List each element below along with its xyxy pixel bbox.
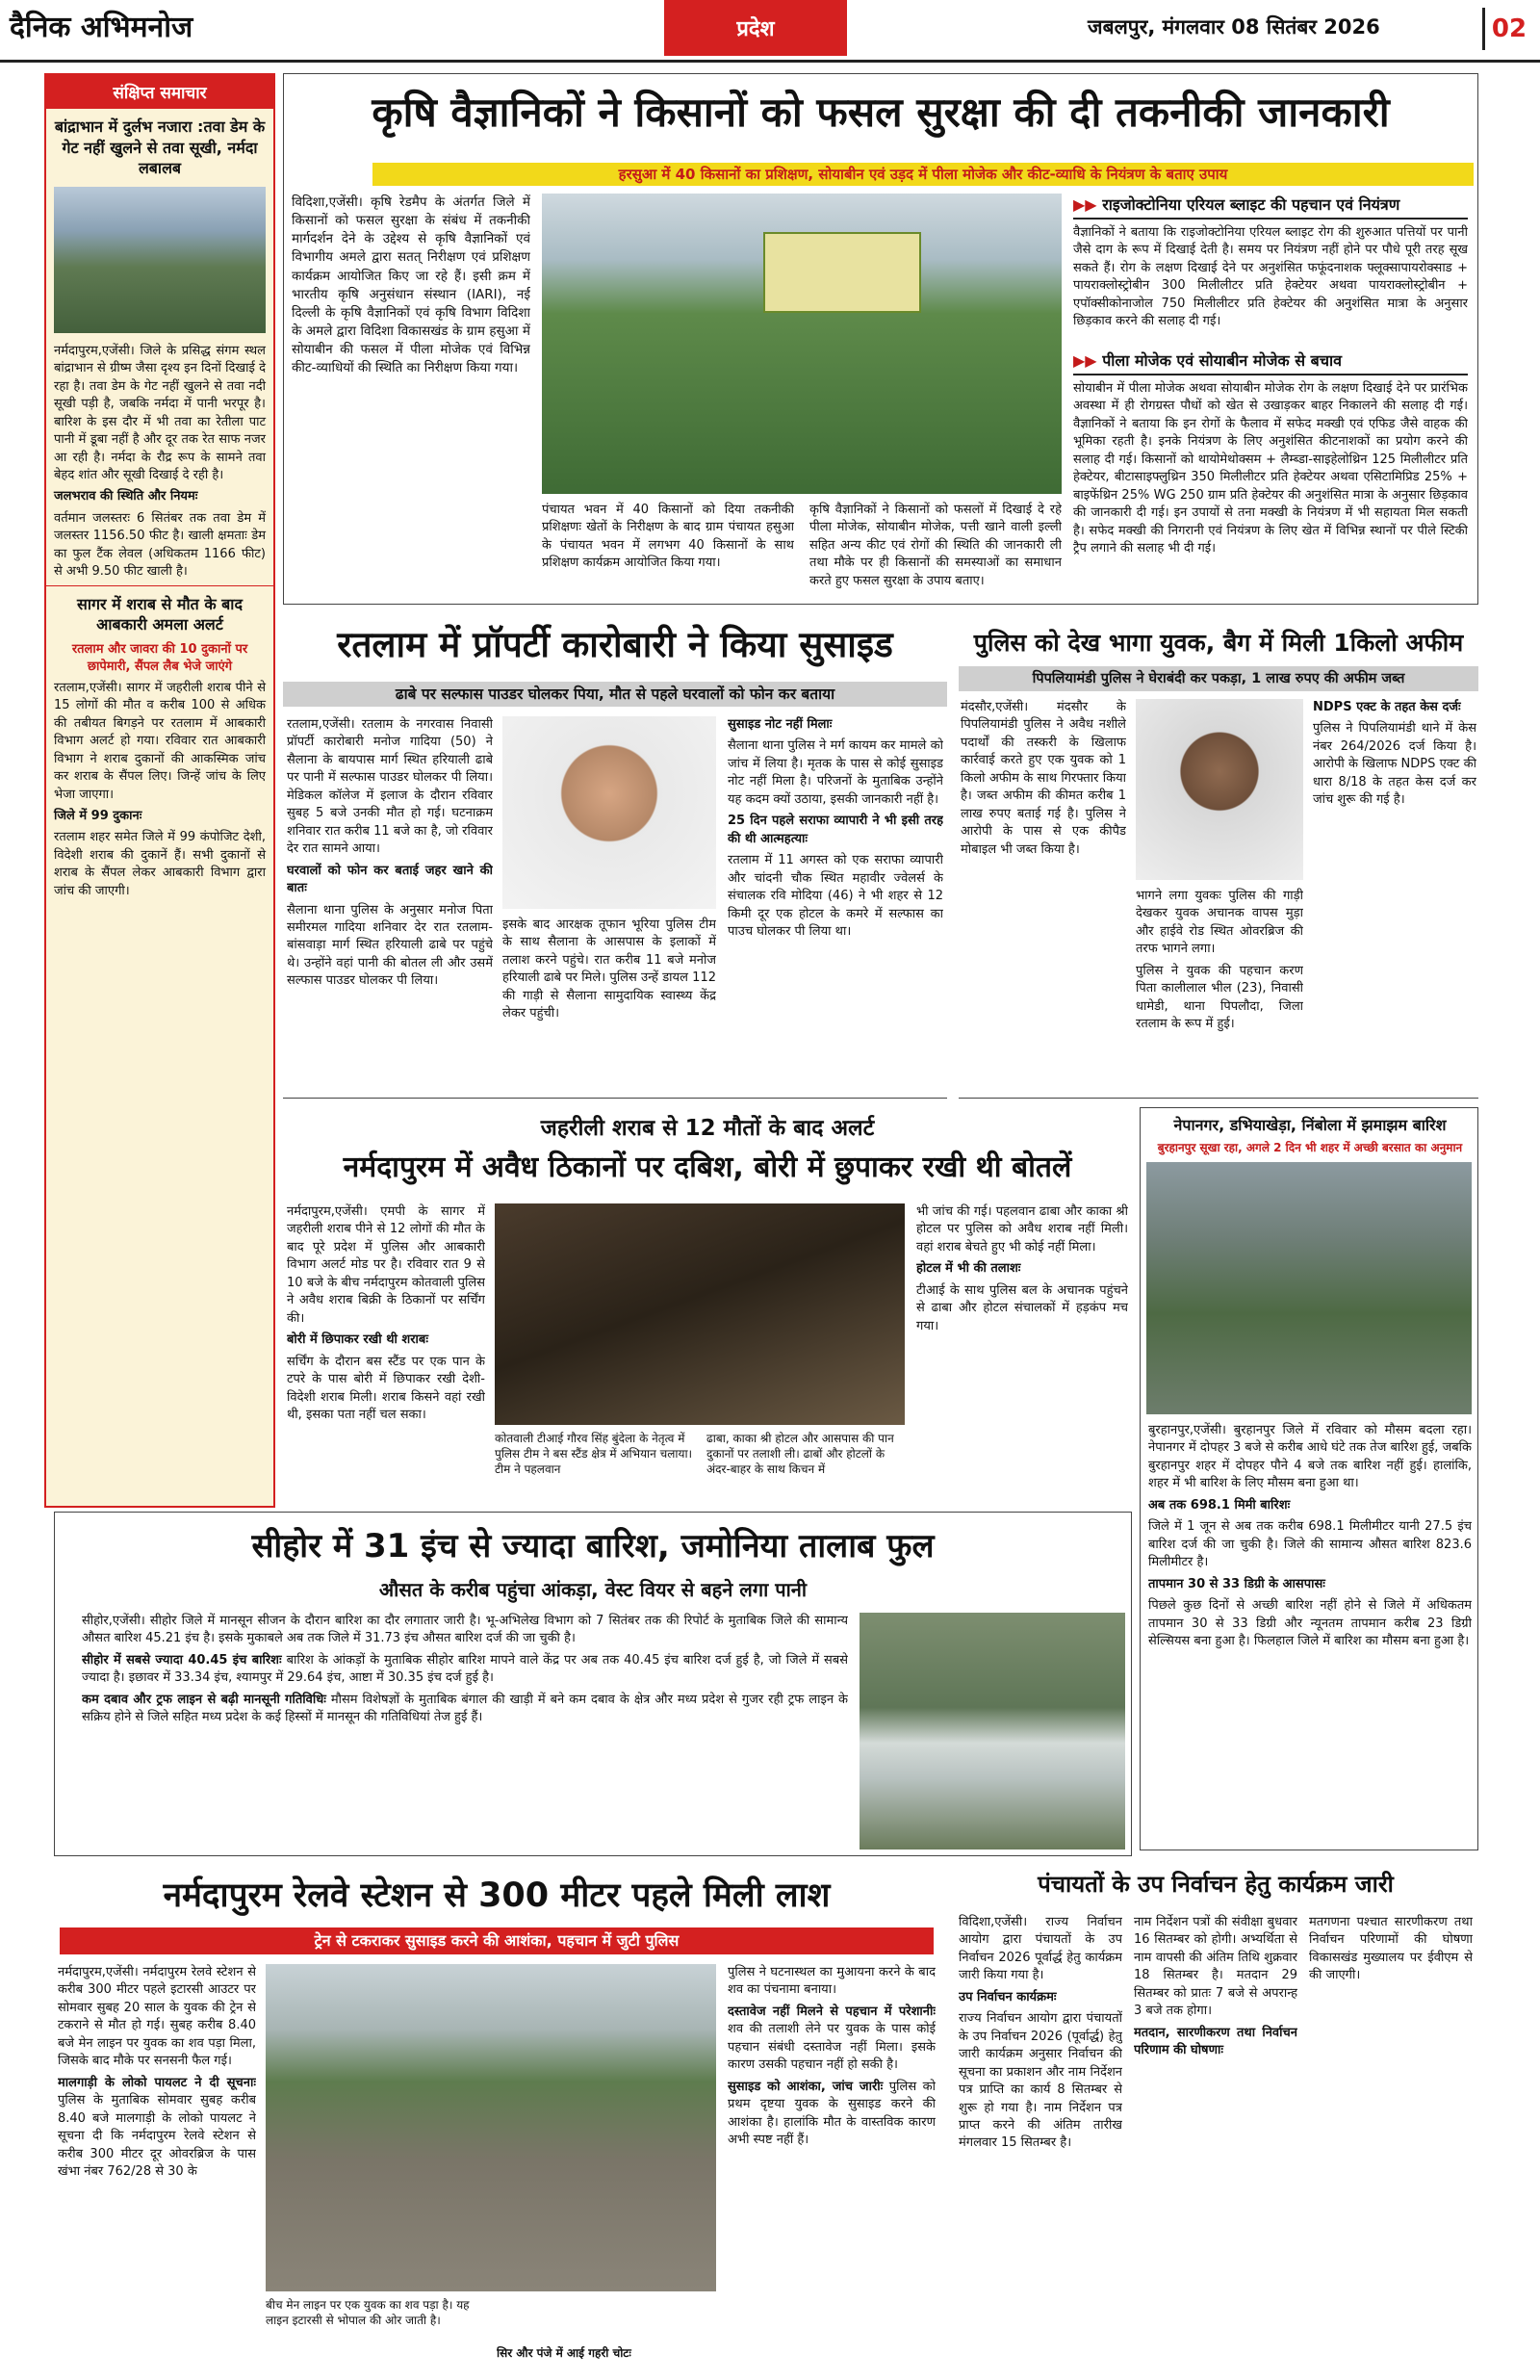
opium-sub: NDPS एक्ट के तहत केस दर्जः [1313,700,1461,714]
railway-body-3: पुलिस ने घटनास्थल का मुआयना करने के बाद शव का पंचनामा बनाया। [728,1965,936,1998]
panchayat-body-2: राज्य निर्वाचन आयोग द्वारा पंचायतों के उप निर्वाचन 2026 (पूर्वार्द्ध) हेतु जारी कार्यक्रम अनुसार निर्वाचन की सूचना का प्रकाशन और नाम निर्देशन पत्र प्राप्ति का कार्य 8 सितम्बर से शुरू हो गया है। नाम निर्देशन पत्र प्राप्त करने की अंतिम तारीख मंगलवार 15 सितम्बर है। [959,2011,1122,2151]
brief-headline-2: सागर में शराब से मौत के बाद आबकारी अमला अलर्ट [46,585,273,637]
lead-story [283,73,1478,605]
ratlam-portrait [502,716,716,909]
raid-sub-1: बोरी में छिपाकर रखी थी शराबः [287,1332,428,1348]
rain-body-3: पिछले कुछ दिनों से अच्छी बारिश नहीं होने से जिले में अधिकतम तापमान 30 से 33 डिग्री और न्यूनतम तापमान करीब 23 डिग्री सेल्सियस बना हुआ है। फिलहाल जिले में बारिश का मौसम बना हुआ है। [1148,1598,1472,1648]
brief-column [44,73,275,1508]
lead-body-1: विदिशा,एजेंसी। कृषि रेडमैप के अंतर्गत जिले में किसानों को फसल सुरक्षा के संबंध में तकनीकी मार्गदर्शन देने के उद्देश्य से कृषि वैज्ञानिकों एवं विभागीय अमले द्वारा सतत् निरीक्षण एवं प्रशिक्षण कार्यक्रम आयोजित किए जा रहे हैं। इसी क्रम में भारतीय कृषि अनुसंधान संस्थान (IARI), नई दिल्ली के कृषि वैज्ञानिकों एवं कृषि विभाग विदिशा के अमले द्वारा विदिशा विकासखंड के ग्राम हसुआ में सोयाबीन की फसल में पीला मोजेक एवं विभिन्न कीट-व्याधियों की स्थिति का निरीक्षण किया गया। [292,194,530,376]
sehore-body-2: बारिश के आंकड़ों के मुताबिक सीहोर बारिश मापने वाले केंद्र पर अब तक 40.45 इंच बारिश दर्ज हुई है, जो जिले में सबसे ज्यादा है। इछावर में 33.34 इंच, श्यामपुर में 29.64 इंच, आष्टा में 30.35 इंच दर्ज हुई है। [82,1652,848,1686]
brief-body-1: नर्मदापुरम,एजेंसी। जिले के प्रसिद्ध संगम स्थल बांद्राभान से ग्रीष्म जैसा दृश्य इन दिनों दिखाई दे रहा है। तवा डेम के गेट नहीं खुलने से तवा नदी सूखी पड़ी है, जबकि नर्मदा में पानी भरपूर है। बारिश के इस दौर में भी तवा का रेतीला पाट पानी में डूबा नहीं है और दूर तक रेत साफ नजर आ रही है। नर्मदा के रौद्र रूप के सामने तवा बेहद शांत और सूखी दिखाई दे रही है। [54,343,266,482]
brief-headline-1: बांद्राभान में दुर्लभ नजारा :तवा डेम के गेट नहीं खुलने से तवा सूखी, नर्मदा लबालब [54,117,266,178]
rain-body-2: जिले में 1 जून से अब तक करीब 698.1 मिलीमीटर यानी 27.5 इंच बारिश दर्ज की जा चुकी है। जिले की सामान्य औसत बारिश 823.6 मिलीमीटर है। [1148,1519,1472,1570]
brief-body-1b: वर्तमान जलस्तरः 6 सितंबर तक तवा डेम में जलस्तर 1156.50 फीट है। खाली क्षमताः डेम का फुल टैंक लेवल (अधिकतम 1166 फीट) से अभी 9.50 फीट खाली है। [54,510,266,580]
raid-caption-right: ढाबा, काका श्री होटल और आसपास की पान दुकानों पर तलाशी ली। ढाबों और होटलों के अंदर-बाहर के साथ किचन में [706,1432,894,1477]
sehore-sub-2: कम दबाव और ट्रफ लाइन से बढ़ी मानसूनी गतिविधिः [82,1692,326,1707]
raid-body-1: नर्मदापुरम,एजेंसी। एमपी के सागर में जहरीली शराब पीने से 12 लोगों की मौत के बाद पूरे प्रदेश में पुलिस और आबकारी विभाग अलर्ट मोड पर है। रविवार रात 9 से 10 बजे के बीच नर्मदापुरम कोतवाली पुलिस ने अवैध शराब बिक्री के ठिकानों पर सर्चिंग की। [287,1204,485,1326]
brief-body-2: रतलाम,एजेंसी। सागर में जहरीली शराब पीने से 15 लोगों की मौत व करीब 100 से अधिक की तबीयत बिगड़ने पर रतलाम में आबकारी विभाग अलर्ट हो गया। रविवार रात आबकारी विभाग ने शराब दुकानों की आकस्मिक जांच कर शराब के सैंपल लिए। जिन्हें जांच के लिए भेजा जाएगा। [54,680,266,802]
railway-headline: नर्मदापुरम रेलवे स्टेशन से 300 मीटर पहले मिली लाश [163,1876,831,1915]
panchayat-body-3: नाम निर्देशन पत्रों की संवीक्षा बुधवार 16 सितम्बर को होगी। अभ्यर्थिता से नाम वापसी की अंतिम तिथि शुक्रवार 18 सितम्बर है। मतदान 29 सितम्बर को प्रातः 7 बजे से अपरान्ह 3 बजे तक होगा। [1134,1915,1297,2019]
opium-photo-caption: भागने लगा युवकः पुलिस की गाड़ी देखकर युवक अचानक वापस मुड़ा और हाईवे रोड स्थित ओवरब्रिज की तरफ भागने लगा। [1136,889,1303,957]
raid-photo [495,1203,905,1425]
raid-kicker: जहरीली शराब से 12 मौतों के बाद अलर्ट [540,1116,875,1141]
lead-side-head-2: ▶▶ पीला मोजेक एवं सोयाबीन मोजेक से बचाव [1073,349,1468,375]
railway-story [54,1868,939,2372]
ratlam-sub-2: सुसाइड नोट नहीं मिलाः [728,717,833,732]
opium-body-3: पुलिस ने पिपलियामंडी थाने में केस नंबर 264/2026 दर्ज किया है। आरोपी के खिलाफ NDPS एक्ट की धारा 8/18 के तहत केस दर्ज कर जांच शुरू की गई है। [1313,721,1476,808]
lead-side-head-1: ▶▶ राइजोक्टोनिया एरियल ब्लाइट की पहचान एवं नियंत्रण [1073,194,1468,220]
raid-headline: नर्मदापुरम में अवैध ठिकानों पर दबिश, बोरी में छुपाकर रखी थी बोतलें [343,1151,1072,1184]
ratlam-story [283,616,947,1099]
section-tab: प्रदेश [664,0,847,56]
rain-sub-2: तापमान 30 से 33 डिग्री के आसपासः [1148,1576,1325,1591]
raid-body-2: सर्चिंग के दौरान बस स्टैंड पर एक पान के टपरे के पास बोरी में छिपाकर रखी देशी-विदेशी शराब मिली। शराब किसने वहां रखी थी, इसका पता नहीं चल सका। [287,1354,485,1422]
panchayat-body-1: विदिशा,एजेंसी। राज्य निर्वाचन आयोग द्वारा पंचायतों के उप निर्वाचन 2026 पूर्वार्द्ध हेतु कार्यक्रम जारी किया गया है। [959,1915,1122,1983]
ratlam-body-1: रतलाम,एजेंसी। रतलाम के नगरवास निवासी प्रॉपर्टी कारोबारी मनोज गादिया (50) ने सैलाना के बायपास मार्ग स्थित हरियाली ढाबे पर पानी में सल्फास पाउडर घोलकर पी लिया। मेडिकल कॉलेज में इलाज के दौरान रविवार सुबह 5 बजे उनकी मौत हो गई। घटनाक्रम शनिवार रात करीब 11 बजे का है, जो रविवार देर रात सामने आया। [287,717,493,857]
sehore-headline: सीहोर में 31 इंच से ज्यादा बारिश, जमोनिया तालाब फुल [251,1527,935,1565]
raid-caption-left: कोतवाली टीआई गौरव सिंह बुंदेला के नेतृत्व में पुलिस टीम ने बस स्टैंड क्षेत्र में अभियान चलाया। टीम ने पहलवान [495,1432,693,1477]
arrow-icon: ▶▶ [1073,195,1103,214]
dateline: जबलपुर, मंगलवार 08 सितंबर 2026 [1088,15,1380,39]
railway-sub-2: दस्तावेज नहीं मिलने से पहचान में परेशानीः [728,2004,936,2019]
panchayat-body-4: मतगणना पश्चात सारणीकरण तथा निर्वाचन परिणामों की घोषणा विकासखंड मुख्यालय पर ईवीएम से की जाएगी। [1309,1915,1473,1983]
lead-photo-caption: पंचायत भवन में 40 किसानों को दिया तकनीकी प्रशिक्षणः खेतों के निरीक्षण के बाद ग्राम पंचायत हसुआ के पंचायत भवन में लगभग 40 किसानों के साथ प्रशिक्षण कार्यक्रम आयोजित किया गया। [542,503,794,571]
lead-side-body-1: वैज्ञानिकों ने बताया कि राइजोक्टोनिया एरियल ब्लाइट रोग की शुरुआत पत्तियों पर पानी जैसे दाग के रूप में दिखाई देती है। समय पर नियंत्रण नहीं होने पर पौधे पूरी तरह सूख सकते हैं। रोग के लक्षण दिखाई देने पर अनुशंसित फफूंदनाशक फ्लूक्सापायरोक्साड + पायराक्लोस्ट्रोबीन 300 मिलीलीटर प्रति हेक्टेयर अथवा पायराक्लोस्ट्रोबीन + एपॉक्सीकोनाजोल 750 मिलीलीटर प्रति हेक्टेयर की अनुशंसित मात्रा के अनुसार छिड़काव करने की सलाह दी गई। [1073,225,1468,329]
ratlam-sub-1: घरवालों को फोन कर बताई जहर खाने की बातः [287,863,493,896]
lead-side-body-2: सोयाबीन में पीला मोजेक अथवा सोयाबीन मोजेक रोग के लक्षण दिखाई देने पर प्रारंभिक अवस्था में ही रोगग्रस्त पौधों को खेत से उखाड़कर बाहर निकालने की सलाह दी गई। वैज्ञानिकों ने बताया कि इन रोगों के फैलाव में सफेद मक्खी एवं एफिड जैसे वाहक की भूमिका रहती है। इनके नियंत्रण के लिए अनुशंसित कीटनाशकों का प्रयोग करने की सलाह दी गई। किसानों को थायोमेथोक्सम + लैम्ब्डा-साइहेलोथ्रिन 125 मिलीलीटर प्रति हेक्टेयर, बीटासाइफ्लुथ्रिन 350 मिलीलीटर प्रति हेक्टेयर अथवा एसिटामिप्रिड 25% + बाइफेंथ्रिन 25% WG 250 ग्राम प्रति हेक्टेयर की अनुशंसित मात्रा के अनुसार छिड़काव की जानकारी दी गई। इन उपायों से तना मक्खी के नियंत्रण में भी सहायता मिल सकती है। सफेद मक्खी की निगरानी एवं नियंत्रण के लिए खेत में विभिन्न स्थानों पर पीले स्टिकी ट्रैप लगाने की सलाह भी दी गई। [1073,381,1468,556]
rain-story [1140,1107,1478,1850]
brief-photo-river [54,187,266,333]
lead-deck: हरसुआ में 40 किसानों का प्रशिक्षण, सोयाबीन एवं उड़द में पीला मोजेक और कीट-व्याधि के नियंत्रण के बताए उपाय [372,163,1474,186]
opium-accused-photo [1136,699,1303,880]
brief-sub-1: जलभराव की स्थिति और नियमः [54,489,198,504]
page-number: 02 [1482,8,1533,50]
panchayat-sub-2: मतदान, सारणीकरण तथा निर्वाचन परिणाम की घोषणाः [1134,2025,1297,2058]
ratlam-body-2: सैलाना थाना पुलिस के अनुसार मनोज पिता समीरमल गादिया शनिवार देर रात रतलाम-बांसवाड़ा मार्ग स्थित हरियाली ढाबे पर पहुंचे थे। उन्होंने वहां पानी की बोतल ली और उसमें सल्फास पाउडर घोलकर पी लिया। [287,902,493,989]
brief-sub-2: जिले में 99 दुकानः [54,809,142,824]
railway-body-2: पुलिस के मुताबिक सोमवार सुबह करीब 8.40 बजे मालगाड़ी के लोको पायलट ने सूचना दी कि नर्मदापुरम रेलवे स्टेशन से करीब 300 मीटर दूर ओवरब्रिज के पास खंभा नंबर 762/28 से 30 के [58,2093,256,2179]
sehore-sub-1: सीहोर में सबसे ज्यादा 40.45 इंच बारिशः [82,1652,282,1668]
rain-photo [1146,1162,1472,1414]
railway-body-5: पुलिस को प्रथम दृष्टया युवक के सुसाइड करने की आशंका है। हालांकि मौत के वास्तविक कारण अभी स्पष्ट नहीं हैं। [728,2079,936,2148]
raid-sub-2: होटल में भी की तलाशः [916,1261,1021,1277]
brief-deck-2: रतलाम और जावरा की 10 दुकानों पर छापेमारी, सैंपल लैब भेजे जाएंगे [71,641,248,674]
sehore-photo-weir [860,1613,1125,1850]
opium-headline: पुलिस को देख भागा युवक, बैग में मिली 1किलो अफीम [973,629,1464,657]
railway-body-1: नर्मदापुरम,एजेंसी। नर्मदापुरम रेलवे स्टेशन से करीब 300 मीटर पहले इटारसी आउटर पर सोमवार सुबह 20 साल के युवक की ट्रेन से टकराने से मौत हो गई। सुबह करीब 8.40 बजे मेन लाइन पर युवक का शव पड़ा मिला, जिसके बाद मौके पर सनसनी फैल गई। [58,1965,256,2069]
ratlam-headline: रतलाम में प्रॉपर्टी कारोबारी ने किया सुसाइड [337,624,893,665]
raid-body-4: टीआई के साथ पुलिस बल के अचानक पहुंचने से ढाबा और होटल संचालकों में हड़कंप मच गया। [916,1282,1128,1333]
sehore-deck: औसत के करीब पहुंचा आंकड़ा, वेस्ट वियर से बहने लगा पानी [378,1578,808,1601]
railway-sub-3: सुसाइड को आशंका, जांच जारीः [728,2079,884,2094]
opium-story [959,616,1478,1099]
newspaper-logo: दैनिक अभिमनोज [10,11,193,44]
opium-deck: पिपलियामंडी पुलिस ने घेराबंदी कर पकड़ा, 1 लाख रुपए की अफीम जब्त [959,666,1478,691]
sehore-body-1: सीहोर,एजेंसी। सीहोर जिले में मानसून सीजन के दौरान बारिश का दौर लगातार जारी है। भू-अभिलेख विभाग को 7 सितंबर तक की रिपोर्ट के मुताबिक जिले की सामान्य औसत बारिश 45.21 इंच है। इसके मुकाबले अब तक जिले में 31.73 इंच औसत बारिश दर्ज की जा चुकी है। [82,1614,848,1646]
railway-caption: बीच मेन लाइन पर एक युवक का शव पड़ा है। यह लाइन इटारसी से भोपाल की ओर जाती है। [266,2298,470,2328]
rain-body-1: बुरहानपुर,एजेंसी। बुरहानपुर जिले में रविवार को मौसम बदला रहा। नेपानगर में दोपहर 3 बजे से करीब आधे घंटे तक तेज बारिश हुई, जबकि बुरहानपुर शहर में दोपहर पौने 4 बजे तक बारिश नहीं हुई। हालांकि, शहर में भी बारिश के लिए मौसम बना हुआ था। [1148,1423,1472,1491]
panchayat-headline: पंचायतों के उप निर्वाचन हेतु कार्यक्रम जारी [1038,1871,1394,1898]
rain-deck: बुरहानपुर सूखा रहा, अगले 2 दिन भी शहर में अच्छी बरसात का अनुमान [1157,1141,1463,1154]
ratlam-body-3: इसके बाद आरक्षक तूफान भूरिया पुलिस टीम के साथ सैलाना के आसपास के इलाकों में तलाश करने पहुंचे। रात करीब 11 बजे मनोज हरियाली ढाबे पर मिले। पुलिस उन्हें डायल 112 की गाड़ी से सैलाना सामुदायिक स्वास्थ्य केंद्र लेकर पहुंची। [502,918,716,1022]
railway-body-4: शव की तलाशी लेने पर युवक के पास कोई पहचान संबंधी दस्तावेज नहीं मिला। इसके कारण उसकी पहचान नहीं हो सकी है। [728,2022,936,2073]
lead-body-2: कृषि वैज्ञानिकों ने किसानों को फसलों में दिखाई दे रहे पीला मोजेक, सोयाबीन मोजेक, पत्ती खाने वाली इल्ली सहित अन्य कीट एवं रोगों की स्थिति की जानकारी ली तथा मौके पर ही किसानों की समस्याओं का समाधान करते हुए फसल सुरक्षा के उपाय बताए। [809,503,1062,588]
masthead [0,0,1540,63]
panchayat-story [953,1860,1478,2372]
ratlam-deck: ढाबे पर सल्फास पाउडर घोलकर पिया, मौत से पहले घरवालों को फोन कर बताया [283,682,947,707]
brief-body-2b: रतलाम शहर समेत जिले में 99 कंपोजिट देशी, विदेशी शराब की दुकानें हैं। सभी दुकानों से शराब के सैंपल लेकर आबकारी विभाग द्वारा जांच की जाएगी। [54,830,266,898]
railway-deck: ट्रेन से टकराकर सुसाइड करने की आशंका, पहचान में जुटी पुलिस [60,1927,934,1954]
opium-body-2: पुलिस ने युवक की पहचान करण पिता कालीलाल भील (23), निवासी धामेडी, थाना पिपलौदा, जिला रतलाम के रूप में हुई। [1136,963,1303,1032]
rain-sub-1: अब तक 698.1 मिमी बारिशः [1148,1497,1291,1513]
ratlam-sub-3: 25 दिन पहले सराफा व्यापारी ने भी इसी तरह की थी आत्महत्याः [728,814,943,846]
lead-photo-farmers [542,194,1062,494]
sehore-body-3: मौसम विशेषज्ञों के मुताबिक बंगाल की खाड़ी में बने कम दबाव के क्षेत्र और मध्य प्रदेश से गुजर रही ट्रफ लाइन के सक्रिय होने से जिले सहित मध्य प्रदेश के कई हिस्सों में मानसून की गतिविधियां तेज हुई हैं। [82,1692,848,1725]
raid-story [283,1107,1132,1502]
rain-headline: नेपानगर, डभियाखेड़ा, निंबोला में झमाझम बारिश [1173,1116,1447,1134]
ratlam-body-5: रतलाम में 11 अगस्त को एक सराफा व्यापारी और चांदनी चौक स्थित महावीर ज्वेलर्स के संचालक रवि मोदिया (46) ने भी शहर से 12 किमी दूर एक होटल के कमरे में सल्फास का पाउच घोलकर पी लिया था। [728,853,943,939]
opium-body-1: मंदसौर,एजेंसी। मंदसौर के पिपलियामंडी पुलिस ने अवैध नशीले पदार्थों की तस्करी के खिलाफ कार्रवाई करते हुए एक युवक को 1 किलो अफीम के साथ गिरफ्तार किया है। जब्त अफीम की कीमत करीब 1 लाख रुपए बताई गई है। पुलिस ने आरोपी के पास से एक कीपैड मोबाइल भी जब्त किया है। [961,700,1126,857]
raid-body-3: भी जांच की गई। पहलवान ढाबा और काका श्री होटल पर पुलिस को अवैध शराब नहीं मिली। वहां शराब बेचते हुए भी कोई नहीं मिला। [916,1204,1128,1255]
railway-photo-tracks [266,1964,716,2291]
panchayat-sub-1: उप निर्वाचन कार्यक्रमः [959,1989,1057,2005]
ratlam-body-4: सैलाना थाना पुलिस ने मर्ग कायम कर मामले को जांच में लिया है। मृतक के पास से कोई सुसाइड नोट नहीं मिला है। परिजनों के मुताबिक उन्होंने यह कदम क्यों उठाया, इसकी जानकारी नहीं है। [728,738,943,807]
arrow-icon: ▶▶ [1073,351,1103,370]
brief-label: संक्षिप्त समाचार [46,75,273,109]
railway-sub-1: मालगाड़ी के लोको पायलट ने दी सूचनाः [58,2075,256,2090]
lead-headline: कृषि वैज्ञानिकों ने किसानों को फसल सुरक्षा की दी तकनीकी जानकारी [372,89,1390,136]
sehore-story [54,1512,1132,1856]
railway-bottom-note: सिर और पंजे में आई गहरी चोटः [497,2346,631,2360]
